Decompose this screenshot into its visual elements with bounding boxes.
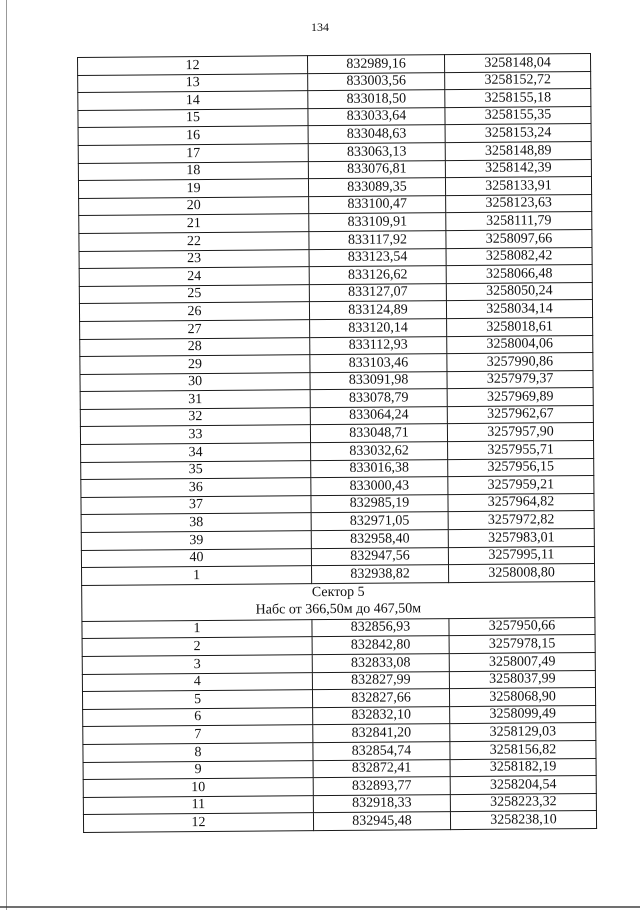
point-number-cell: 6 [83,707,313,726]
y-coordinate-cell: 3258148,04 [444,53,590,72]
y-coordinate-cell: 3258066,48 [446,265,592,284]
x-coordinate-cell: 832827,66 [312,689,449,708]
point-number-cell: 12 [78,56,308,75]
x-coordinate-cell: 832893,77 [313,777,450,796]
y-coordinate-cell: 3258223,32 [450,793,596,812]
point-number-cell: 39 [81,531,311,550]
x-coordinate-cell: 832985,19 [311,494,448,513]
point-number-cell: 28 [80,337,310,356]
point-number-cell: 1 [82,566,312,585]
y-coordinate-cell: 3258068,90 [449,688,595,707]
point-number-cell: 22 [79,232,309,251]
y-coordinate-cell: 3258123,63 [446,194,592,213]
x-coordinate-cell: 833018,50 [308,90,445,109]
page-number: 134 [311,20,329,34]
x-coordinate-cell: 833033,64 [308,107,445,126]
point-number-cell: 24 [79,267,309,286]
x-coordinate-cell: 832945,48 [313,812,450,831]
y-coordinate-cell: 3258111,79 [446,212,592,231]
point-number-cell: 33 [80,425,310,444]
x-coordinate-cell: 832947,56 [311,547,448,566]
x-coordinate-cell: 833091,98 [310,371,447,390]
x-coordinate-cell: 832918,33 [313,794,450,813]
point-number-cell: 3 [82,655,312,674]
sector-heading-cell [82,581,595,621]
y-coordinate-cell: 3258156,82 [450,740,596,759]
x-coordinate-cell: 832938,82 [312,565,449,584]
y-coordinate-cell: 3258133,91 [445,177,591,196]
x-coordinate-cell: 833016,38 [311,459,448,478]
x-coordinate-cell: 832832,10 [313,706,450,725]
point-number-cell: 30 [80,372,310,391]
point-number-cell: 7 [83,725,313,744]
point-number-cell: 29 [80,355,310,374]
x-coordinate-cell: 832872,41 [313,759,450,778]
point-number-cell: 32 [80,408,310,427]
y-coordinate-cell: 3257983,01 [448,528,594,547]
y-coordinate-cell: 3257959,21 [448,476,594,495]
coordinates-table-part2 [82,617,597,832]
x-coordinate-cell: 833124,89 [309,301,446,320]
x-coordinate-cell: 833100,47 [309,195,446,214]
point-number-cell: 15 [78,108,308,127]
coordinates-sheet [77,53,597,833]
point-number-cell: 38 [81,513,311,532]
point-number-cell: 13 [78,73,308,92]
y-coordinate-cell: 3258037,99 [449,670,595,689]
y-coordinate-cell: 3258018,61 [447,317,593,336]
x-coordinate-cell: 832971,05 [311,512,448,531]
point-number-cell: 31 [80,390,310,409]
x-coordinate-cell: 833003,56 [308,72,445,91]
x-coordinate-cell: 833120,14 [310,319,447,338]
point-number-cell: 21 [79,214,309,233]
y-coordinate-cell: 3258007,49 [449,652,595,671]
y-coordinate-cell: 3258082,42 [446,247,592,266]
x-coordinate-cell: 832842,80 [312,636,449,655]
y-coordinate-cell: 3258050,24 [446,282,592,301]
x-coordinate-cell: 833048,71 [310,424,447,443]
y-coordinate-cell: 3258182,19 [450,758,596,777]
x-coordinate-cell: 833032,62 [311,442,448,461]
y-coordinate-cell: 3257957,90 [447,423,593,442]
point-number-cell: 23 [79,249,309,268]
y-coordinate-cell: 3257962,67 [447,405,593,424]
y-coordinate-cell: 3258152,72 [445,71,591,90]
sector-heading-row [82,581,595,621]
y-coordinate-cell: 3258008,80 [448,564,594,583]
y-coordinate-cell: 3258238,10 [450,811,596,830]
x-coordinate-cell: 833076,81 [308,160,445,179]
x-coordinate-cell: 832827,99 [312,671,449,690]
scan-edge-bottom [0,906,640,908]
x-coordinate-cell: 833112,93 [310,336,447,355]
y-coordinate-cell: 3257995,11 [448,546,594,565]
point-number-cell: 26 [79,302,309,321]
y-coordinate-cell: 3257950,66 [449,617,595,636]
point-number-cell: 8 [83,743,313,762]
point-number-cell: 14 [78,91,308,110]
y-coordinate-cell: 3257956,15 [448,458,594,477]
point-number-cell: 4 [82,672,312,691]
point-number-cell: 9 [83,760,313,779]
point-number-cell: 12 [83,813,313,832]
x-coordinate-cell: 833089,35 [308,178,445,197]
y-coordinate-cell: 3257964,82 [448,493,594,512]
point-number-cell: 18 [78,161,308,180]
y-coordinate-cell: 3258204,54 [450,776,596,795]
y-coordinate-cell: 3258099,49 [450,705,596,724]
y-coordinate-cell: 3258129,03 [450,723,596,742]
y-coordinate-cell: 3258153,24 [445,124,591,143]
y-coordinate-cell: 3258142,39 [445,159,591,178]
point-number-cell: 16 [78,126,308,145]
x-coordinate-cell: 833048,63 [308,125,445,144]
point-number-cell: 17 [78,144,308,163]
y-coordinate-cell: 3258148,89 [445,141,591,160]
x-coordinate-cell: 833109,91 [309,213,446,232]
point-number-cell: 19 [78,179,308,198]
x-coordinate-cell: 833000,43 [311,477,448,496]
coordinates-table [77,53,597,833]
y-coordinate-cell: 3258097,66 [446,229,592,248]
y-coordinate-cell: 3258155,35 [445,106,591,125]
y-coordinate-cell: 3257969,89 [447,388,593,407]
point-number-cell: 37 [81,496,311,515]
x-coordinate-cell: 833063,13 [308,143,445,162]
point-number-cell: 27 [80,320,310,339]
point-number-cell: 2 [82,637,312,656]
sector-heading-group [82,581,595,621]
point-number-cell: 10 [83,778,313,797]
x-coordinate-cell: 833078,79 [310,389,447,408]
point-number-cell: 40 [81,548,311,567]
point-number-cell: 5 [82,690,312,709]
point-number-cell: 25 [79,284,309,303]
x-coordinate-cell: 832856,93 [312,618,449,637]
y-coordinate-cell: 3257979,37 [447,370,593,389]
y-coordinate-cell: 3258004,06 [447,335,593,354]
y-coordinate-cell: 3258034,14 [446,300,592,319]
table-row [83,811,596,833]
sector-title: Сектор 5 [311,585,365,601]
x-coordinate-cell: 833117,92 [309,231,446,250]
x-coordinate-cell: 832841,20 [313,724,450,743]
x-coordinate-cell: 832958,40 [311,530,448,549]
sector-subtitle: Набс от 366,50м до 467,50м [255,601,422,618]
y-coordinate-cell: 3257978,15 [449,635,595,654]
x-coordinate-cell: 832854,74 [313,742,450,761]
y-coordinate-cell: 3257990,86 [447,353,593,372]
y-coordinate-cell: 3258155,18 [445,89,591,108]
point-number-cell: 34 [81,443,311,462]
coordinates-table-part1 [78,53,595,585]
y-coordinate-cell: 3257972,82 [448,511,594,530]
point-number-cell: 35 [81,460,311,479]
point-number-cell: 1 [82,619,312,638]
point-number-cell: 36 [81,478,311,497]
x-coordinate-cell: 832989,16 [307,55,444,74]
scan-edge-left [6,0,7,910]
x-coordinate-cell: 833103,46 [310,354,447,373]
y-coordinate-cell: 3257955,71 [448,441,594,460]
x-coordinate-cell: 833064,24 [310,406,447,425]
x-coordinate-cell: 833123,54 [309,248,446,267]
x-coordinate-cell: 832833,08 [312,654,449,673]
x-coordinate-cell: 833127,07 [309,283,446,302]
point-number-cell: 11 [83,795,313,814]
point-number-cell: 20 [79,196,309,215]
x-coordinate-cell: 833126,62 [309,266,446,285]
